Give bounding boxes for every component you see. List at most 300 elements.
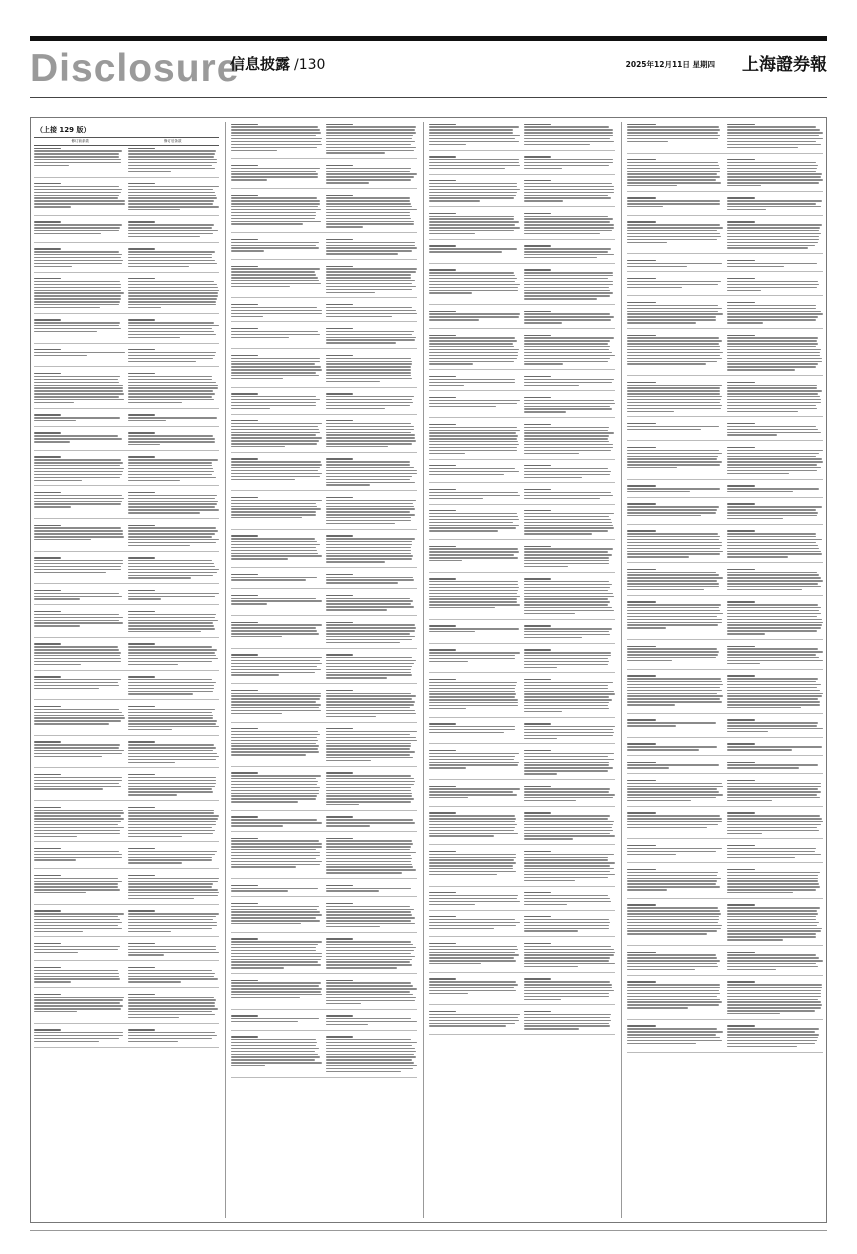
article-row: [231, 302, 417, 318]
text-line: [128, 575, 213, 576]
clause-before: [627, 980, 724, 1016]
text-line: [231, 434, 316, 435]
article-heading-line: [326, 266, 353, 267]
article-row: [34, 740, 219, 765]
text-line: [34, 973, 119, 974]
text-line: [727, 512, 818, 513]
text-line: [627, 604, 721, 605]
article-heading-line: [627, 812, 656, 813]
text-line: [128, 628, 215, 629]
text-line: [727, 872, 821, 873]
text-line: [429, 990, 516, 991]
text-line: [128, 854, 215, 855]
article-heading-line: [429, 489, 456, 490]
text-line: [128, 396, 212, 397]
text-line: [727, 880, 818, 881]
text-line: [727, 1001, 821, 1002]
text-line: [231, 956, 322, 957]
article-row: [34, 556, 219, 581]
text-line: [326, 250, 412, 251]
clause-before: [34, 413, 125, 423]
article-row: [34, 805, 219, 838]
text-line: [627, 583, 719, 584]
article-block: [34, 318, 219, 344]
clause-before: [627, 778, 724, 803]
text-line: [524, 530, 609, 531]
text-line: [727, 857, 795, 858]
text-line: [128, 165, 212, 166]
clause-before: [231, 937, 323, 970]
text-line: [326, 787, 412, 788]
clause-after: [128, 1028, 219, 1044]
text-line: [128, 474, 212, 475]
clause-after: [524, 941, 616, 969]
text-line: [231, 787, 320, 788]
article-heading-line: [326, 980, 353, 981]
text-line: [429, 652, 520, 653]
text-line: [627, 919, 719, 920]
text-line: [128, 827, 212, 828]
text-line: [128, 530, 218, 531]
text-line: [727, 580, 823, 581]
text-line: [524, 533, 593, 534]
article-row: [34, 413, 219, 423]
text-line: [231, 138, 322, 139]
article-heading-line: [231, 728, 258, 729]
text-line: [524, 593, 613, 594]
text-line: [727, 308, 816, 309]
text-line: [429, 957, 514, 958]
text-line: [34, 658, 121, 659]
text-line: [524, 519, 612, 520]
text-line: [727, 176, 821, 177]
text-line: [727, 533, 816, 534]
clause-after: [326, 572, 418, 585]
article-block: [34, 941, 219, 961]
article-heading-line: [231, 772, 258, 773]
text-line: [231, 215, 316, 216]
text-line: [727, 313, 823, 314]
text-line: [524, 996, 609, 997]
text-line: [326, 197, 410, 198]
text-line: [231, 307, 317, 308]
text-line: [326, 630, 415, 631]
text-line: [627, 783, 722, 784]
article-row: [34, 704, 219, 732]
text-line: [524, 999, 561, 1000]
article-heading-line: [524, 311, 551, 312]
text-line: [128, 857, 212, 858]
text-line: [524, 759, 614, 760]
text-line: [231, 517, 302, 518]
article-heading-line: [128, 875, 155, 876]
text-line: [128, 566, 215, 567]
table-header-before: 修订前条款: [71, 139, 89, 143]
article-heading-line: [231, 885, 258, 886]
text-line: [34, 165, 69, 166]
text-line: [727, 663, 761, 664]
text-line: [231, 476, 320, 477]
text-line: [326, 271, 417, 272]
text-line: [524, 984, 612, 985]
text-line: [429, 382, 515, 383]
text-line: [231, 171, 316, 172]
text-line: [128, 978, 218, 979]
text-line: [727, 266, 784, 267]
text-line: [34, 527, 121, 528]
text-line: [231, 506, 317, 507]
text-line: [727, 390, 822, 391]
text-line: [34, 620, 119, 621]
text-line: [231, 911, 320, 912]
article-heading-line: [34, 643, 61, 644]
article-heading-line: [34, 875, 61, 876]
text-line: [231, 737, 317, 738]
text-line: [34, 530, 123, 531]
text-line: [128, 462, 212, 463]
article-heading-line: [627, 675, 656, 676]
clause-before: [34, 220, 125, 239]
article-block: [34, 846, 219, 869]
clause-after: [524, 179, 616, 204]
clause-after: [727, 811, 824, 836]
text-line: [627, 515, 701, 516]
text-line: [128, 471, 214, 472]
text-line: [429, 432, 516, 433]
text-line: [627, 815, 720, 816]
article-heading-line: [627, 278, 656, 279]
article-block: [429, 722, 615, 745]
text-line: [128, 304, 216, 305]
text-line: [326, 544, 412, 545]
clause-before: [231, 593, 323, 612]
text-line: [326, 209, 417, 210]
clause-after: [727, 196, 824, 212]
text-line: [524, 284, 614, 285]
text-line: [128, 682, 216, 683]
text-line: [34, 685, 119, 686]
clause-after: [326, 653, 418, 681]
text-line: [627, 786, 723, 787]
text-line: [128, 646, 212, 647]
text-line: [524, 634, 610, 635]
article-heading-line: [326, 654, 353, 655]
article-heading-line: [429, 750, 456, 751]
article-row: [429, 155, 615, 171]
clause-before: [627, 158, 724, 188]
text-line: [326, 603, 411, 604]
text-line: [429, 447, 517, 448]
text-line: [627, 385, 722, 386]
text-line: [34, 652, 121, 653]
text-line: [231, 801, 298, 802]
clause-before: [34, 348, 125, 364]
text-line: [727, 630, 818, 631]
clause-after: [524, 374, 616, 387]
text-line: [128, 709, 215, 710]
article-heading-line: [231, 535, 258, 536]
text-line: [128, 759, 216, 760]
text-line: [524, 705, 609, 706]
text-line: [34, 1038, 119, 1039]
clause-after: [727, 674, 824, 710]
article-heading-line: [429, 1011, 456, 1012]
text-line: [128, 150, 216, 151]
text-line: [128, 563, 214, 564]
text-line: [34, 889, 120, 890]
text-line: [429, 129, 513, 130]
clause-before: [231, 237, 323, 256]
text-line: [429, 141, 519, 142]
text-line: [727, 162, 817, 163]
text-line: [326, 964, 412, 965]
text-line: [727, 322, 764, 323]
article-heading-line: [34, 910, 61, 911]
article-row: [429, 784, 615, 803]
text-line: [34, 859, 76, 860]
text-line: [231, 627, 316, 628]
text-line: [627, 984, 720, 985]
article-heading-line: [34, 807, 61, 808]
text-line: [727, 827, 817, 828]
article-block: [627, 867, 823, 899]
text-line: [326, 598, 411, 599]
article-heading-line: [727, 503, 756, 504]
text-line: [34, 723, 109, 724]
text-line: [326, 182, 369, 183]
text-line: [524, 604, 609, 605]
text-line: [429, 987, 514, 988]
clause-before: [231, 264, 323, 294]
text-line: [231, 555, 322, 556]
text-line: [231, 991, 321, 992]
text-line: [727, 954, 817, 955]
article-row: [429, 648, 615, 670]
text-line: [429, 403, 517, 404]
text-line: [128, 572, 217, 573]
text-line: [524, 216, 608, 217]
text-line: [524, 794, 615, 795]
text-line: [627, 681, 722, 682]
clause-before: [429, 268, 521, 301]
text-line: [128, 420, 166, 421]
text-line: [128, 438, 215, 439]
brand-wordmark: Disclosure: [30, 47, 240, 90]
text-line: [524, 966, 578, 967]
text-line: [326, 801, 411, 802]
text-line: [34, 390, 123, 391]
article-block: [34, 348, 219, 368]
text-line: [727, 698, 819, 699]
text-line: [627, 627, 666, 628]
text-line: [128, 379, 212, 380]
text-line: [128, 257, 212, 258]
article-heading-line: [429, 649, 456, 650]
text-line: [34, 1005, 123, 1006]
clause-after: [524, 915, 616, 934]
text-line: [524, 1014, 612, 1015]
text-line: [727, 1028, 819, 1029]
article-block: [627, 258, 823, 272]
article-block: [627, 158, 823, 192]
text-line: [128, 794, 177, 795]
text-line: [128, 263, 217, 264]
text-line: [128, 859, 212, 860]
article-row: [231, 419, 417, 449]
text-line: [231, 221, 321, 222]
text-line: [627, 399, 721, 400]
text-line: [231, 218, 315, 219]
text-line: [627, 954, 716, 955]
text-line: [429, 949, 518, 950]
article-heading-line: [231, 124, 258, 125]
article-heading-line: [231, 1015, 258, 1016]
text-line: [524, 254, 614, 255]
article-block: [34, 609, 219, 638]
text-line: [326, 511, 411, 512]
article-block: [231, 653, 417, 685]
text-line: [627, 957, 717, 958]
text-line: [231, 1018, 319, 1019]
text-line: [34, 717, 125, 718]
text-line: [524, 667, 558, 668]
text-line: [128, 999, 216, 1000]
text-line: [128, 387, 218, 388]
text-line: [326, 1062, 415, 1063]
text-line: [524, 922, 611, 923]
text-line: [34, 913, 124, 914]
text-line: [429, 862, 516, 863]
column-2: [231, 122, 417, 1218]
text-line: [326, 553, 411, 554]
article-heading-line: [326, 622, 353, 623]
text-line: [627, 854, 676, 855]
clause-before: [627, 276, 724, 292]
text-line: [231, 286, 290, 287]
clause-before: [627, 867, 724, 895]
text-line: [128, 1035, 217, 1036]
text-line: [627, 536, 720, 537]
text-line: [524, 159, 614, 160]
text-line: [231, 1045, 316, 1046]
clause-after: [524, 784, 616, 803]
text-line: [128, 156, 214, 157]
clause-before: [231, 392, 323, 411]
text-line: [326, 740, 417, 741]
clause-before: [429, 374, 521, 387]
text-line: [429, 871, 516, 872]
article-block: [429, 577, 615, 620]
text-line: [627, 411, 674, 412]
article-block: [231, 620, 417, 649]
clause-after: [128, 348, 219, 364]
text-line: [627, 141, 668, 142]
text-line: [524, 168, 563, 169]
article-heading-line: [429, 943, 456, 944]
article-block: [34, 675, 219, 701]
text-line: [524, 406, 610, 407]
clause-after: [727, 778, 824, 803]
text-line: [727, 883, 819, 884]
text-line: [727, 660, 823, 661]
text-line: [524, 1020, 611, 1021]
clause-after: [128, 431, 219, 447]
text-line: [524, 224, 614, 225]
text-line: [429, 516, 518, 517]
text-line: [326, 517, 411, 518]
clause-before: [34, 371, 125, 404]
text-line: [627, 764, 719, 765]
text-line: [429, 527, 516, 528]
text-line: [627, 933, 707, 934]
text-line: [326, 677, 387, 678]
text-line: [524, 726, 615, 727]
article-heading-line: [429, 269, 456, 270]
text-line: [429, 474, 504, 475]
article-heading-line: [727, 762, 756, 763]
clause-before: [34, 523, 125, 548]
text-line: [727, 473, 790, 474]
text-line: [326, 206, 412, 207]
text-line: [727, 239, 819, 240]
text-line: [524, 868, 615, 869]
article-heading-line: [231, 816, 258, 817]
text-line: [524, 791, 610, 792]
text-line: [429, 762, 519, 763]
text-line: [34, 750, 124, 751]
text-line: [231, 508, 321, 509]
text-line: [429, 732, 504, 733]
text-line: [34, 978, 120, 979]
text-line: [128, 509, 219, 510]
text-line: [231, 858, 316, 859]
text-line: [627, 387, 720, 388]
text-line: [627, 173, 717, 174]
clause-before: [34, 318, 125, 340]
text-line: [727, 458, 823, 459]
article-heading-line: [429, 786, 456, 787]
text-line: [627, 553, 720, 554]
text-line: [326, 280, 415, 281]
text-line: [231, 666, 317, 667]
text-line: [326, 804, 359, 805]
text-line: [429, 227, 520, 228]
article-heading-line: [128, 248, 155, 249]
article-block: [34, 642, 219, 671]
article-heading-line: [128, 432, 155, 433]
text-line: [524, 379, 614, 380]
article-heading-line: [627, 530, 656, 531]
text-line: [727, 434, 777, 435]
article-block: [627, 950, 823, 976]
text-line: [524, 295, 610, 296]
article-heading-line: [727, 904, 756, 905]
article-heading-line: [128, 349, 155, 350]
text-line: [727, 574, 819, 575]
text-line: [128, 652, 215, 653]
text-line: [429, 753, 519, 754]
text-line: [34, 266, 72, 267]
text-line: [429, 221, 519, 222]
text-line: [326, 606, 414, 607]
clause-after: [524, 211, 616, 236]
text-line: [231, 849, 316, 850]
clause-after: [524, 849, 616, 882]
text-line: [128, 1041, 178, 1042]
text-line: [34, 304, 119, 305]
text-line: [727, 129, 820, 130]
clause-after: [326, 163, 418, 185]
